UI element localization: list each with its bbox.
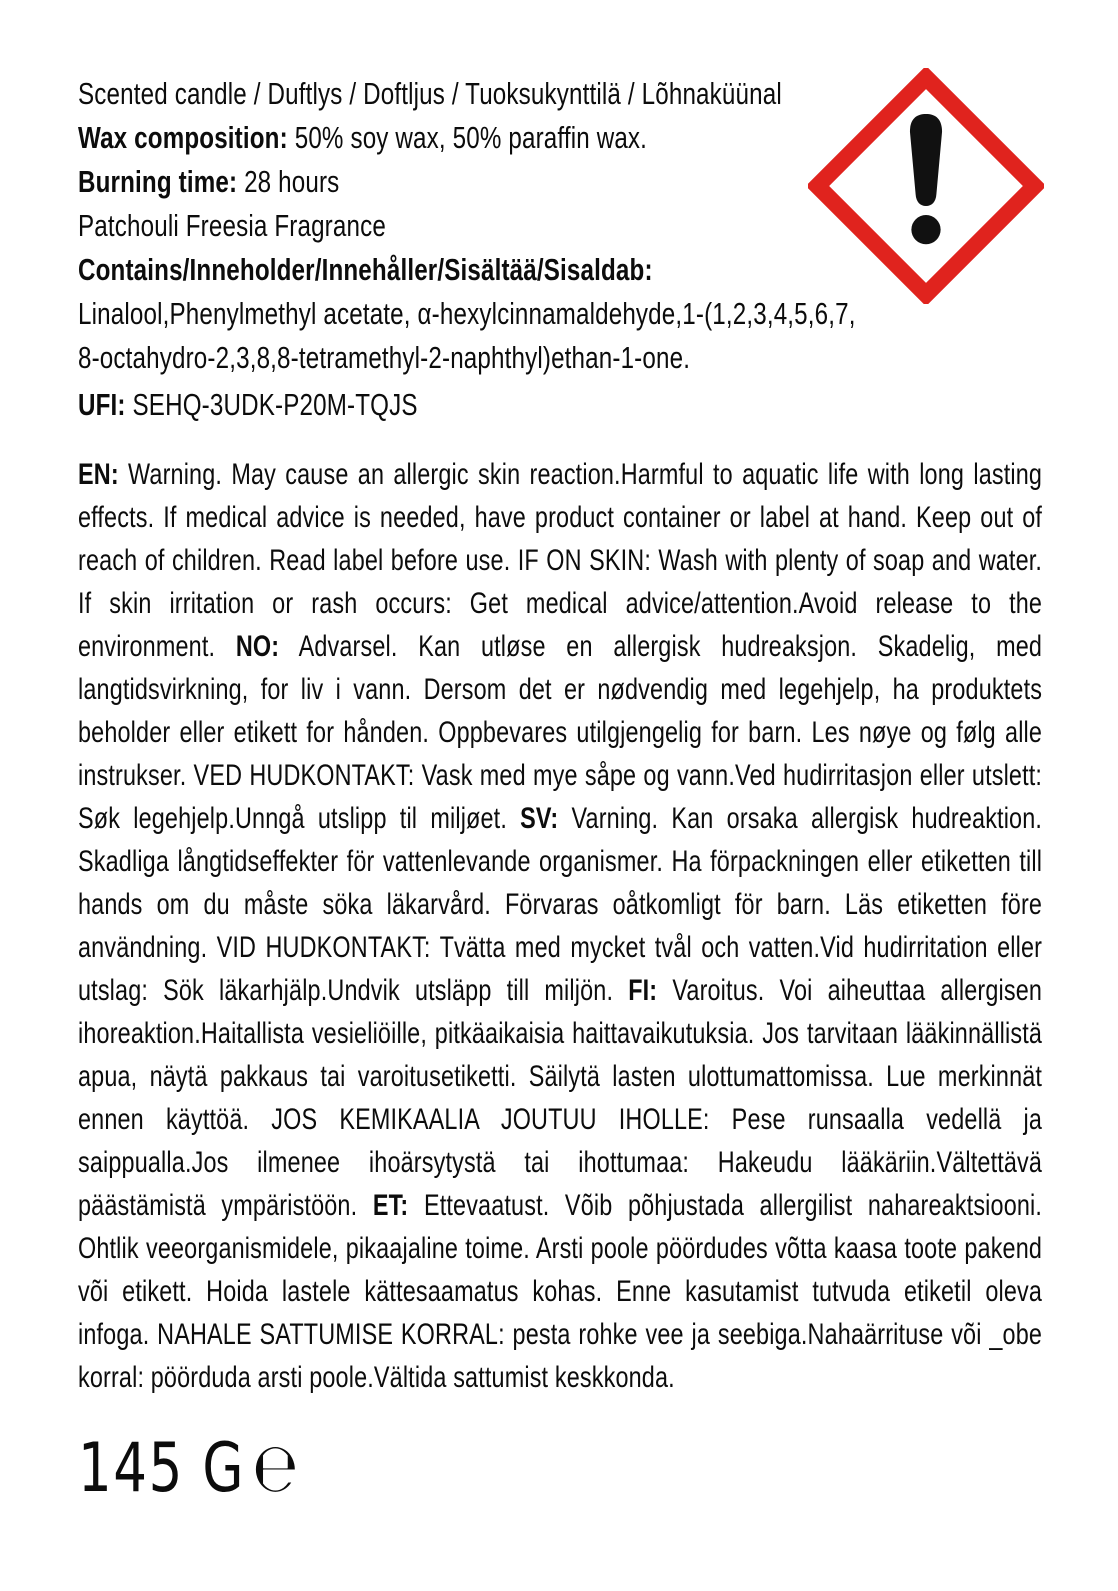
hazard-text-sv: Varning. Kan orsaka allergisk hudreaktion. Skadliga långtidseffekter för vattenlevande organismer. Ha förpackningen eller etiketten till hands om du måste söka läkarvård. Förvaras oåtkomligt för barn. Läs etiketten före användning. VID HUDKONTAKT: Tvätta med mycket tvål och vatten.Vid hudirritation eller utslag: Sök läkarhjälp.Undvik utsläpp till miljön. bbox=[78, 802, 1043, 1007]
hazard-text-fi: Varoitus. Voi aiheuttaa allergisen ihoreaktion.Haitallista vesieliöille, pitkäaikaisia haittavaikutuksia. Jos tarvitaan lääkinnällistä apua, näytä pakkaus tai varoitusetiketti. Säilytä lasten ulottumattomissa. Lue merkinnät ennen käyttöä. JOS KEMIKAALIA JOUTUU IHOLLE: Pese runsaalla vedellä ja saippualla.Jos ilmenee ihoärsytystä tai ihottumaa: Hakeudu lääkäriin.Vältettävä päästämistä ympäristöön. bbox=[78, 974, 1043, 1222]
product-name-line: Scented candle / Duftlys / Doftljus / Tuoksukynttilä / Lõhnaküünal bbox=[78, 76, 782, 111]
lang-label-en: EN: bbox=[78, 458, 119, 491]
hazard-text-et: Ettevaatust. Võib põhjustada allergilist nahareaktsiooni. Ohtlik veeorganismidele, pikaajaline toime. Arsti poole pöördudes võtta kaasa toote pakend või etikett. Hoida lastele kättesaamatus kohas. Enne kasutamist tutvuda etiketil oleva infoga. NAHALE SATTUMISE KORRAL: pesta rohke vee ja seebiga.Nahaärrituse või _obe korral: pöörduda arsti poole.Vältida sattumist keskkonda. bbox=[78, 1189, 1043, 1394]
wax-composition-label: Wax composition: bbox=[78, 120, 288, 155]
net-weight bbox=[78, 1429, 1042, 1508]
burning-time-value: 28 hours bbox=[244, 164, 340, 199]
lang-label-fi: FI: bbox=[628, 974, 658, 1007]
ingredients-line-2: 8-octahydro-2,3,8,8-tetramethyl-2-naphthyl)ethan-1-one. bbox=[78, 340, 691, 375]
contains-label: Contains/Inneholder/Innehåller/Sisältää/Sisaldab: bbox=[78, 252, 653, 287]
ghs07-warning-pictogram bbox=[808, 68, 1044, 304]
hazard-statements bbox=[78, 453, 1042, 1399]
net-weight-value: 145 G bbox=[78, 1429, 246, 1508]
lang-label-et: ET: bbox=[372, 1189, 409, 1222]
exclamation-dot bbox=[911, 215, 940, 244]
hazard-text-no: Advarsel. Kan utløse en allergisk hudreaksjon. Skadelig, med langtidsvirkning, for liv i vann. Dersom det er nødvendig med legehjelp, ha produktets beholder eller etikett for hånden. Oppbevares utilgjengelig for barn. Les nøye og følg alle instrukser. VED HUDKONTAKT: Vask med mye såpe og vann.Ved hudirritasjon eller utslett: Søk legehjelp.Unngå utslipp til miljøet. bbox=[78, 630, 1043, 835]
ufi-label: UFI: bbox=[78, 387, 126, 422]
estimated-sign: ℮ bbox=[252, 1429, 300, 1508]
hazard-text-en: Warning. May cause an allergic skin reaction.Harmful to aquatic life with long lasting effects. If medical advice is needed, have product container or label at hand. Keep out of reach of children. Read label before use. IF ON SKIN: Wash with plenty of soap and water. If skin irritation or rash occurs: Get medical advice/attention.Avoid release to the environment. bbox=[78, 458, 1043, 663]
ufi-line bbox=[78, 383, 1042, 427]
burning-time-label: Burning time: bbox=[78, 164, 238, 199]
ufi-value: SEHQ-3UDK-P20M-TQJS bbox=[132, 387, 418, 422]
wax-composition-value: 50% soy wax, 50% paraffin wax. bbox=[294, 120, 648, 155]
fragrance-line: Patchouli Freesia Fragrance bbox=[78, 208, 386, 243]
ingredients-line-1: Linalool,Phenylmethyl acetate, α-hexylcinnamaldehyde,1-(1,2,3,4,5,6,7, bbox=[78, 296, 856, 331]
lang-label-sv: SV: bbox=[520, 802, 559, 835]
lang-label-no: NO: bbox=[235, 630, 280, 663]
